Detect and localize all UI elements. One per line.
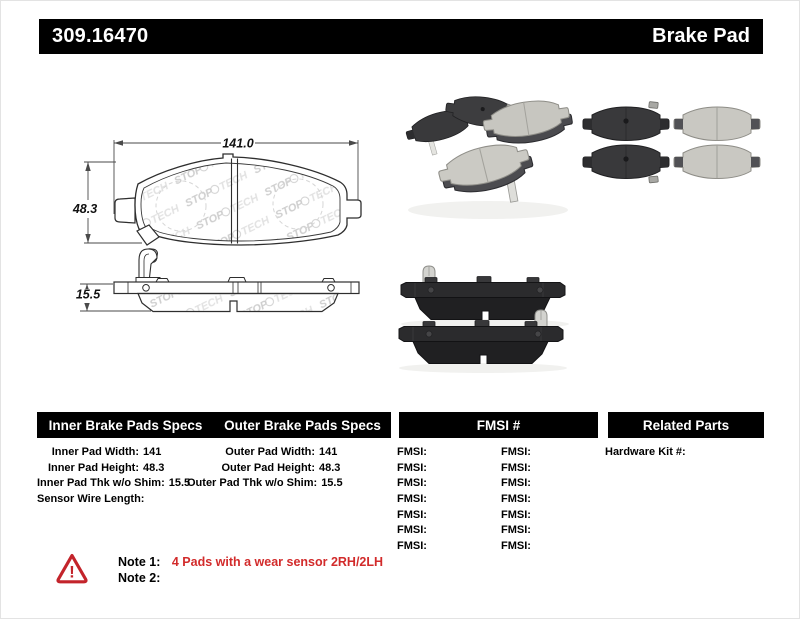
spec-row: [187, 476, 365, 492]
spec-row: [187, 461, 365, 477]
fmsi-column: [397, 445, 605, 555]
photo-flat-pads: [583, 102, 760, 183]
fmsi-title: FMSI #: [476, 417, 521, 433]
spec-row: [37, 445, 187, 461]
outer-specs-title: Outer Brake Pads Specs: [224, 417, 381, 433]
spec-label: Inner Pad Width:: [51, 446, 139, 458]
fmsi-cell: FMSI:: [501, 508, 531, 521]
fmsi-cell: FMSI:: [501, 446, 531, 458]
spec-value: 141: [143, 446, 162, 458]
inner-specs-title: Inner Brake Pads Specs: [48, 417, 203, 433]
fmsi-cell: FMSI:: [501, 540, 531, 553]
spec-value: 141: [319, 446, 338, 458]
spec-value: [144, 492, 187, 508]
fmsi-header-bar: [399, 412, 598, 438]
pad-side-view: [114, 249, 359, 312]
spec-row: [187, 445, 365, 461]
pad-front-view: [115, 154, 361, 263]
fmsi-cell: FMSI:: [397, 477, 427, 490]
fmsi-cell: FMSI:: [397, 461, 427, 474]
dim-width-label: 141.0: [222, 136, 254, 151]
dim-thickness-label: 15.5: [75, 287, 101, 302]
specs-header-bar: [37, 412, 391, 438]
header-bar: [39, 19, 763, 54]
page-title: Brake Pad: [652, 25, 750, 47]
fmsi-cell: FMSI:: [397, 540, 427, 553]
fmsi-cell: FMSI:: [397, 493, 427, 506]
spec-label: Inner Pad Height:: [47, 461, 139, 474]
note-1: [118, 554, 383, 570]
spec-label: Outer Pad Width:: [225, 446, 315, 458]
spec-row: [37, 492, 187, 508]
fmsi-cell: FMSI:: [501, 461, 531, 474]
fmsi-cell: FMSI:: [397, 524, 427, 537]
warning-icon: [55, 552, 89, 585]
spec-label: Sensor Wire Length:: [37, 493, 145, 506]
spec-value: 48.3: [319, 461, 341, 474]
note-2-label: Note 2:: [118, 571, 161, 585]
note-2: [118, 570, 168, 586]
fmsi-cell: FMSI:: [397, 446, 427, 458]
related-header-bar: [608, 412, 764, 438]
note-1-label: Note 1:: [118, 555, 161, 569]
dim-height-label: 48.3: [72, 202, 98, 216]
spec-label: Inner Pad Thk w/o Shim:: [37, 477, 165, 490]
note-1-text: 4 Pads with a wear sensor 2RH/2LH: [171, 555, 384, 569]
spec-label: Outer Pad Thk w/o Shim:: [187, 477, 318, 490]
photo-side-pads: [399, 266, 569, 373]
spec-value: 15.5: [321, 477, 343, 490]
part-number: 309.16470: [52, 25, 149, 47]
related-parts-column: [605, 445, 686, 461]
fmsi-cell: FMSI:: [501, 524, 531, 537]
spec-label: Outer Pad Height:: [221, 461, 315, 474]
related-label: Hardware Kit #:: [605, 446, 686, 458]
fmsi-cell: FMSI:: [397, 508, 427, 521]
spec-row: [37, 476, 191, 492]
inner-specs-column: [37, 445, 191, 508]
fmsi-cell: FMSI:: [501, 477, 531, 490]
spec-row: [37, 461, 187, 477]
technical-drawing: [41, 101, 381, 386]
product-photos: [393, 86, 800, 378]
related-title: Related Parts: [642, 417, 730, 433]
spec-value: 15.5: [168, 477, 191, 490]
spec-value: 48.3: [143, 461, 165, 474]
outer-specs-column: [187, 445, 365, 492]
photo-angled-pads: [403, 93, 574, 219]
fmsi-cell: FMSI:: [501, 493, 531, 506]
warning-glyph: !: [69, 562, 75, 582]
